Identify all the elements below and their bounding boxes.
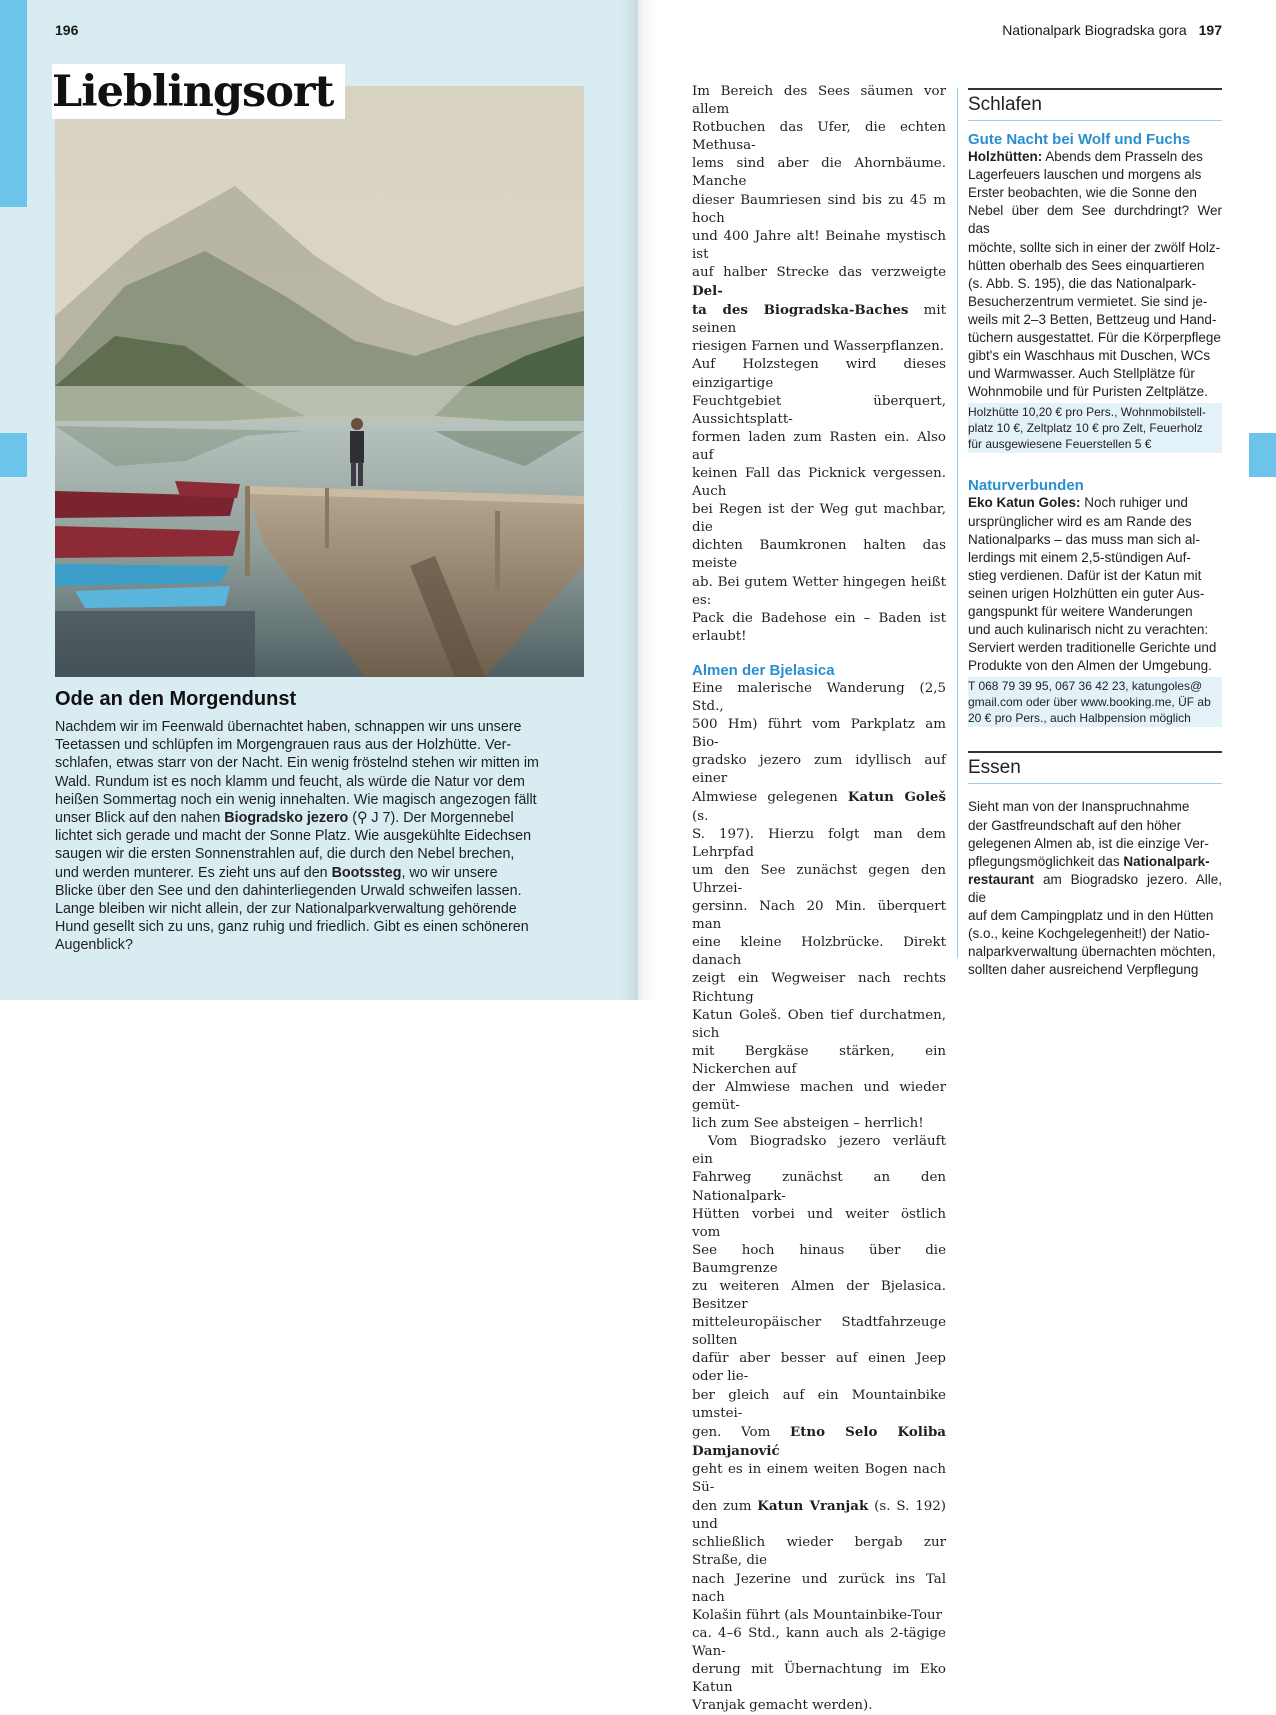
paragraph bbox=[692, 1133, 946, 1715]
highlight: Eko Katun Goles: bbox=[968, 495, 1081, 511]
essen-heading: Essen bbox=[968, 751, 1222, 784]
page-number-right: 197 bbox=[1198, 22, 1222, 38]
jetty-name: Bootssteg bbox=[331, 864, 402, 881]
running-header bbox=[1002, 22, 1222, 38]
main-column bbox=[692, 83, 946, 1715]
text: Noch ruhiger und ursprünglicher wird es am Rande des Nationalparks – das muss man sich al- lerdings mit einem 2,5-stündigen Auf- stieg verdienen. Dafür ist der Katun mit seinen urigen Holzhütten ein guter Aus- gangspunkt für weitere Wanderungen und auch kulinarisch nicht zu verachten: Serviert werden traditionelle Gerichte und Produkte von den Almen der Umgebung. bbox=[968, 495, 1217, 674]
chapter-tab-right bbox=[1249, 433, 1276, 477]
sidebar-column bbox=[968, 88, 1222, 979]
text: (s. S. 192) und schließlich wieder bergab zur Straße, die nach Jezerine und zurück ins Tal nach Kolašin führt (als Mountainbike-Tour ca. 4–6 Std., kann auch als 2-tägige Wan- derung mit Übernachtung im Eko Katun Vranjak gemacht werden). bbox=[692, 1499, 947, 1714]
text: am Biogradsko jezero. Alle, die auf dem Campingplatz und in den Hütten (s.o., keine Kochgelegenheit!) der Natio- nalparkverwaltung übernachten möchten, sollten daher ausreichend Verpflegung bbox=[968, 871, 1222, 978]
column-divider bbox=[957, 88, 958, 958]
chapter-tab-top bbox=[0, 0, 27, 207]
lake-photo bbox=[55, 86, 584, 677]
accommodation-heading: Naturverbunden bbox=[968, 477, 1084, 495]
page-number-left: 196 bbox=[55, 22, 79, 38]
accommodation-heading: Gute Nacht bei Wolf und Fuchs bbox=[968, 131, 1191, 149]
accommodation-text bbox=[968, 148, 1222, 401]
text: geht es in einem weiten Bogen nach Sü- den zum bbox=[692, 1461, 946, 1515]
accommodation-info: T 068 79 39 95, 067 36 42 23, katungoles@ gmail.com oder über www.booking.me, ÜF ab 20 € pro Pers., auch Halbpension möglich bbox=[968, 677, 1222, 727]
spacer bbox=[968, 453, 1222, 467]
intro-text bbox=[55, 718, 555, 955]
text: (s. S. 197). Hierzu folgt man dem Lehrpfad um den See zunächst gegen den Uhrzei- gersinn. Nach 20 Min. überquert man eine kleine Holzbrücke. Direkt danach zeigt ein Wegweiser nach rechts Richtung Katun Goleš. Oben tief durchatmen, sich mit Bergkäse stärken, ein Nickerchen auf der Almwiese machen und wieder gemüt- lich zum See absteigen – herrlich! bbox=[692, 808, 946, 1132]
spacer bbox=[968, 784, 1222, 798]
highlight: Katun Vranjak bbox=[757, 1498, 869, 1515]
highlight: Etno Selo Koliba Damjanović bbox=[692, 1423, 946, 1459]
lake-name: Biogradsko jezero bbox=[224, 810, 349, 827]
text: Sieht man von der Inanspruchnahme der Gastfreundschaft auf den höher gelegenen Almen ab, ist die einzige Ver- pflegungsmöglichkeit das bbox=[968, 799, 1209, 869]
text: mit seinen riesigen Farnen und Wasserpflanzen. Auf Holzstegen wird dieses einzigartige Feuchtgebiet überquert, Aussichtsplatt- formen laden zum Rasten ein. Also auf keinen Fall das Picknick vergessen. Auch bei Regen ist der Weg gut machbar, die dichten Baumkronen halten das meiste ab. Bei gutem Wetter hingegen heißt es: Pack die Badehose ein – Baden ist erlaubt! bbox=[692, 303, 946, 644]
running-title: Nationalpark Biogradska gora bbox=[1002, 22, 1187, 38]
highlight: Del- ta des Biogradska-Baches bbox=[692, 283, 909, 319]
schlafen-heading: Schlafen bbox=[968, 88, 1222, 121]
map-reference: (⚲ J 7) bbox=[348, 810, 396, 827]
page-title: Lieblingsort bbox=[52, 64, 345, 119]
chapter-tab-mid bbox=[0, 433, 27, 477]
text: Eine malerische Wanderung (2,5 Std., 500 Hm) führt vom Parkplatz am Bio- gradsko jezero zum idyllisch auf einer Almwiese gelegenen bbox=[692, 680, 946, 806]
text: Abends dem Prasseln des Lagerfeuers lauschen und morgens als Erster beobachten, wie die Sonne den Nebel über dem See durchdringt? Wer das möchte, sollte sich in einer der zwölf Holz- hütten oberhalb des Sees einquartieren (s. Abb. S. 195), die das Nationalpark- Besucherzentrum vermietet. Sie sind je- weils mit 2–3 Betten, Bettzeug und Hand- tüchern ausgestattet. Für die Körperpflege gibt's ein Waschhaus mit Duschen, WCs und Warmwasser. Auch Stellplätze für Wohnmobile und für Puristen Zeltplätze. bbox=[968, 149, 1222, 400]
section-title: Ode an den Morgendunst bbox=[55, 688, 297, 710]
highlight: Katun Goleš bbox=[847, 789, 946, 806]
essen-text bbox=[968, 798, 1222, 979]
paragraph bbox=[692, 83, 946, 646]
intro-text-part: . Der Morgennebel lichtet sich gerade und macht der Sonne Platz. Wie ausgekühlte Eidechsen saugen wir die ersten Sonnenstrahlen auf, die durch den Nebel brechen, und werden munterer. Es zieht uns auf den bbox=[55, 810, 532, 881]
subheading: Almen der Bjelasica bbox=[692, 661, 835, 679]
text: Im Bereich des Sees säumen vor allem Rotbuchen das Ufer, die echten Methusa- lems sind aber die Ahornbäume. Manche dieser Baumriesen sind bis zu 45 m hoch und 400 Jahre alt! Beinahe mystisch ist auf halber Strecke das verzweigte bbox=[692, 84, 946, 280]
spacer bbox=[968, 727, 1222, 751]
left-page bbox=[0, 0, 638, 1000]
intro-text-part: , wo wir unsere Blicke über den See und den dahinterliegenden Urwald schweifen lassen. Lange bleiben wir nicht allein, der zur Nationalparkverwaltung gehörende Hund gesellt sich zu uns, ganz ruhig und friedlich. Gibt es einen schöneren Augenblick? bbox=[55, 864, 529, 954]
intro-text-part: Nachdem wir im Feenwald übernachtet haben, schnappen wir uns unsere Teetassen und schlüpfen im Morgengrauen raus aus der Holzhütte. Ver- schlafen, etwas starr von der Nacht. Ein wenig fröstelnd stehen wir mitten im Wald. Rundum ist es noch klamm und feucht, als würde die Natur vor dem heißen Sommertag noch ein wenig innehalten. Wie magisch angezogen fällt unser Blick auf den nahen bbox=[55, 719, 539, 827]
accommodation-info: Holzhütte 10,20 € pro Pers., Wohnmobilstell- platz 10 €, Zeltplatz 10 € pro Zelt, Feuerholz für ausgewiesene Feuerstellen 5 € bbox=[968, 403, 1222, 453]
book-gutter bbox=[620, 0, 660, 1000]
paragraph bbox=[692, 680, 946, 1133]
accommodation-text bbox=[968, 494, 1222, 675]
text: Vom Biogradsko jezero verläuft ein Fahrweg zunächst an den Nationalpark- Hütten vorbei und weiter östlich vom See hoch hinaus über die Baumgrenze zu weiteren Almen der Bjelasica. Besitzer mitteleuropäischer Stadtfahrzeuge sollten dafür aber besser auf einen Jeep oder lie- ber gleich auf ein Mountainbike umstei- gen. Vom bbox=[692, 1134, 946, 1440]
highlight: Holzhütten: bbox=[968, 149, 1043, 165]
highlight: Nationalpark- restaurant bbox=[968, 853, 1210, 887]
